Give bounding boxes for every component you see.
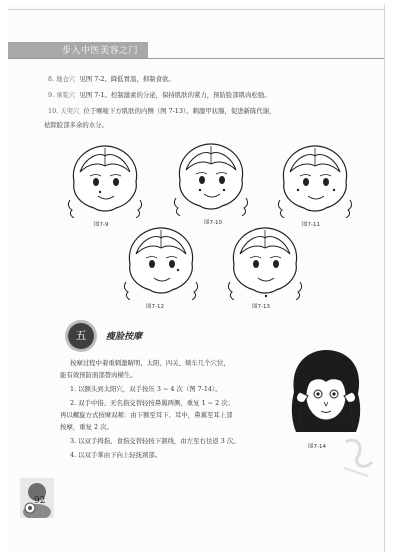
book-page bbox=[8, 4, 385, 552]
massage-illustration-7-14 bbox=[286, 348, 366, 440]
acupoint-label: 8. 地仓穴 bbox=[48, 75, 76, 83]
face-illustration-7-10 bbox=[166, 140, 256, 216]
figure-caption: 图7-9 bbox=[94, 222, 109, 228]
acupoint-label: 10. 天突穴 bbox=[48, 107, 80, 115]
acupoint-item bbox=[48, 106, 276, 116]
figure-caption: 图7-13 bbox=[252, 304, 270, 310]
body-line: 3. 以双手拇指、食指交替轻按下颌线，由左至右往返 3 次。 bbox=[70, 437, 240, 445]
acupoint-text: 见图 7-1。控制激素的分泌，保持肌肤的紧力，预防脸部肌肉松弛。 bbox=[79, 91, 271, 99]
acupoint-label: 9. 承浆穴 bbox=[48, 91, 76, 99]
figure-caption: 图7-12 bbox=[146, 304, 164, 310]
body-line: 再以螺旋方式按摩双颊：由下额至耳下、耳中，鼻翼至耳上部 bbox=[60, 411, 233, 419]
face-illustration-7-11 bbox=[270, 142, 360, 218]
acupoint-item bbox=[48, 90, 271, 100]
figure-caption: 图7-11 bbox=[302, 222, 320, 228]
acupoint-text: 位于喉咙下方肌肤的内侧（图 7-13）。刺激甲状腺，促进新陈代谢， bbox=[83, 107, 276, 115]
figure-caption: 图7-10 bbox=[204, 220, 222, 226]
body-line: 能有效预防面部赘肉横生。 bbox=[60, 371, 137, 379]
face-illustration-7-12 bbox=[116, 224, 206, 300]
body-line: 按摩，重复 2 次。 bbox=[60, 423, 113, 431]
acupoint-continuation bbox=[44, 120, 108, 130]
header-rule bbox=[8, 58, 384, 59]
top-rule bbox=[8, 9, 384, 10]
page-number: 92 bbox=[34, 496, 46, 506]
body-line: 2. 双手中指、无名指交替轻按鼻翼两侧，重复 1 ~ 2 次； bbox=[70, 399, 234, 407]
body-line: 按摩过程中着重刺激睛明、太阳、四关、颊车几个穴位， bbox=[70, 359, 230, 367]
body-line: 4. 以双手掌由下向上轻抚颈部。 bbox=[70, 451, 162, 459]
acupoint-item bbox=[48, 74, 175, 84]
section-number-badge: 五 bbox=[68, 323, 94, 349]
acupoint-text: 祛除脸部多余的水分。 bbox=[44, 121, 108, 129]
face-illustration-7-9 bbox=[60, 142, 150, 218]
acupoint-text: 见图 7-2。降低胃温，抑制食欲。 bbox=[79, 75, 175, 83]
body-line: 1. 以额头到太阳穴，双手按压 3 ~ 4 次（图 7-14）。 bbox=[70, 385, 222, 393]
face-illustration-7-13 bbox=[220, 224, 310, 300]
figure-caption: 图7-14 bbox=[308, 444, 326, 450]
running-header: 步入中医美容之门 bbox=[62, 46, 139, 56]
watermark-stamp bbox=[338, 432, 378, 482]
section-title: 瘦脸按摩 bbox=[106, 332, 143, 342]
